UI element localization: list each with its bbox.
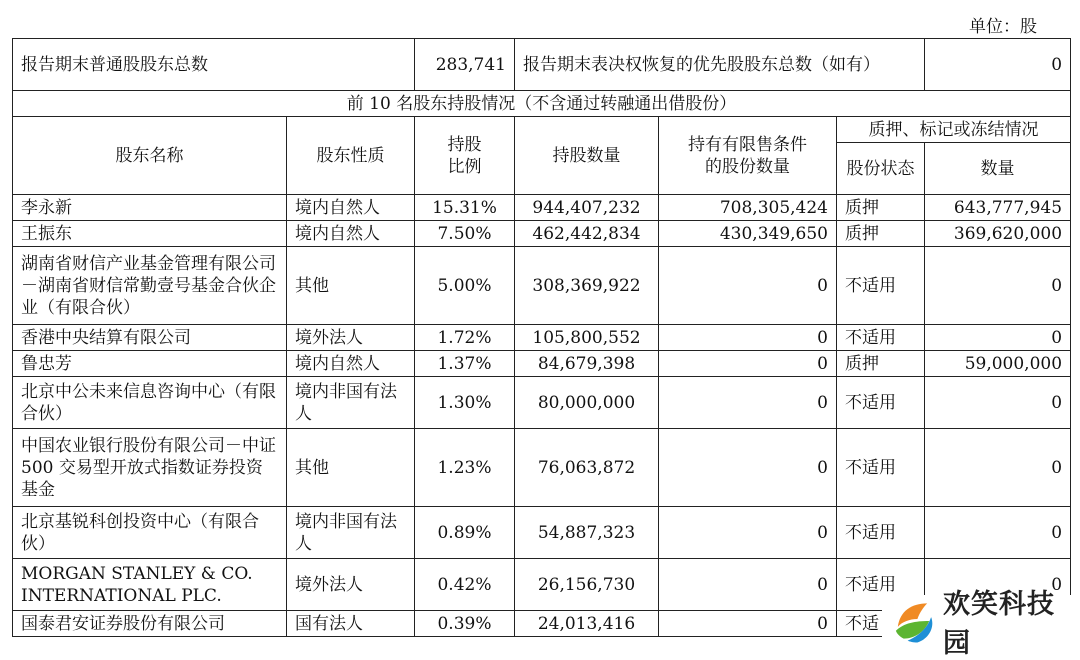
- cell-name: 鲁忠芳: [13, 351, 287, 377]
- summary-row: [13, 39, 1071, 91]
- cell-ratio: 1.37%: [415, 351, 515, 377]
- cell-name: 香港中央结算有限公司: [13, 325, 287, 351]
- cell-status: 质押: [837, 221, 925, 247]
- cell-pledged: 0: [925, 247, 1071, 325]
- header-pledge-status: 股份状态: [837, 143, 925, 195]
- cell-nature: 境内自然人: [287, 195, 415, 221]
- header-nature: 股东性质: [287, 117, 415, 195]
- cell-restricted: 0: [659, 247, 837, 325]
- header-pledge-qty: 数量: [925, 143, 1071, 195]
- header-row: [13, 117, 1071, 143]
- cell-restricted: 0: [659, 611, 837, 637]
- cell-quantity: 105,800,552: [515, 325, 659, 351]
- cell-ratio: 1.72%: [415, 325, 515, 351]
- cell-status: 不适用: [837, 559, 925, 611]
- cell-status: 不适用: [837, 325, 925, 351]
- cell-pledged: 0: [925, 377, 1071, 429]
- cell-nature: 国有法人: [287, 611, 415, 637]
- cell-quantity: 26,156,730: [515, 559, 659, 611]
- cell-nature: 境内自然人: [287, 351, 415, 377]
- cell-quantity: 54,887,323: [515, 507, 659, 559]
- common-holders-label: 报告期末普通股股东总数: [13, 39, 415, 91]
- cell-pledged: 59,000,000: [925, 351, 1071, 377]
- cell-restricted: 0: [659, 377, 837, 429]
- table-row: [13, 429, 1071, 507]
- cell-pledged: 0: [925, 559, 1071, 611]
- cell-pledged: 0: [925, 325, 1071, 351]
- table-row: [13, 507, 1071, 559]
- cell-pledged: 369,620,000: [925, 221, 1071, 247]
- cell-nature: 境外法人: [287, 325, 415, 351]
- cell-name: 北京中公未来信息咨询中心（有限合伙）: [13, 377, 287, 429]
- preferred-holders-value: 0: [925, 39, 1071, 91]
- leaf-logo-icon: [890, 597, 937, 645]
- section-title: 前 10 名股东持股情况（不含通过转融通出借股份）: [13, 91, 1071, 117]
- cell-quantity: 944,407,232: [515, 195, 659, 221]
- cell-name: 国泰君安证券股份有限公司: [13, 611, 287, 637]
- cell-quantity: 24,013,416: [515, 611, 659, 637]
- cell-name: 湖南省财信产业基金管理有限公司－湖南省财信常勤壹号基金合伙企业（有限合伙）: [13, 247, 287, 325]
- watermark: [882, 589, 1080, 659]
- cell-ratio: 0.89%: [415, 507, 515, 559]
- cell-restricted: 0: [659, 351, 837, 377]
- table-row: [13, 377, 1071, 429]
- cell-quantity: 80,000,000: [515, 377, 659, 429]
- cell-nature: 境内非国有法人: [287, 507, 415, 559]
- cell-name: MORGAN STANLEY & CO. INTERNATIONAL PLC.: [13, 559, 287, 611]
- table-row: [13, 247, 1071, 325]
- shareholder-table: [12, 38, 1071, 637]
- cell-status: 不适: [837, 611, 925, 637]
- watermark-text: 欢笑科技园: [942, 589, 1055, 659]
- cell-nature: 其他: [287, 429, 415, 507]
- header-pledge-group: 质押、标记或冻结情况: [837, 117, 1071, 143]
- cell-nature: 境外法人: [287, 559, 415, 611]
- cell-status: 不适用: [837, 507, 925, 559]
- cell-ratio: 0.39%: [415, 611, 515, 637]
- table-row: [13, 351, 1071, 377]
- cell-nature: 境内自然人: [287, 221, 415, 247]
- cell-nature: 境内非国有法人: [287, 377, 415, 429]
- common-holders-value: 283,741: [415, 39, 515, 91]
- cell-quantity: 76,063,872: [515, 429, 659, 507]
- cell-ratio: 15.31%: [415, 195, 515, 221]
- section-title-row: [13, 91, 1071, 117]
- cell-pledged: 643,777,945: [925, 195, 1071, 221]
- table-row: [13, 221, 1071, 247]
- cell-quantity: 462,442,834: [515, 221, 659, 247]
- cell-restricted: 708,305,424: [659, 195, 837, 221]
- cell-name: 李永新: [13, 195, 287, 221]
- cell-status: 质押: [837, 351, 925, 377]
- unit-label: 单位：股: [969, 17, 1037, 37]
- cell-restricted: 0: [659, 507, 837, 559]
- header-restricted: 持有有限售条件的股份数量: [659, 117, 837, 195]
- cell-pledged: 0: [925, 429, 1071, 507]
- cell-ratio: 5.00%: [415, 247, 515, 325]
- cell-restricted: 0: [659, 559, 837, 611]
- cell-status: 质押: [837, 195, 925, 221]
- cell-ratio: 0.42%: [415, 559, 515, 611]
- cell-nature: 其他: [287, 247, 415, 325]
- cell-status: 不适用: [837, 429, 925, 507]
- header-name: 股东名称: [13, 117, 287, 195]
- header-quantity: 持股数量: [515, 117, 659, 195]
- cell-ratio: 7.50%: [415, 221, 515, 247]
- cell-name: 中国农业银行股份有限公司－中证 500 交易型开放式指数证券投资基金: [13, 429, 287, 507]
- cell-name: 王振东: [13, 221, 287, 247]
- cell-ratio: 1.30%: [415, 377, 515, 429]
- table-row: [13, 325, 1071, 351]
- cell-restricted: 0: [659, 429, 837, 507]
- cell-quantity: 84,679,398: [515, 351, 659, 377]
- preferred-holders-label: 报告期末表决权恢复的优先股股东总数（如有）: [515, 39, 925, 91]
- cell-ratio: 1.23%: [415, 429, 515, 507]
- cell-quantity: 308,369,922: [515, 247, 659, 325]
- cell-status: 不适用: [837, 247, 925, 325]
- header-ratio: 持股比例: [415, 117, 515, 195]
- table-row: [13, 195, 1071, 221]
- cell-status: 不适用: [837, 377, 925, 429]
- cell-restricted: 0: [659, 325, 837, 351]
- cell-name: 北京基锐科创投资中心（有限合伙）: [13, 507, 287, 559]
- cell-pledged: 0: [925, 507, 1071, 559]
- cell-restricted: 430,349,650: [659, 221, 837, 247]
